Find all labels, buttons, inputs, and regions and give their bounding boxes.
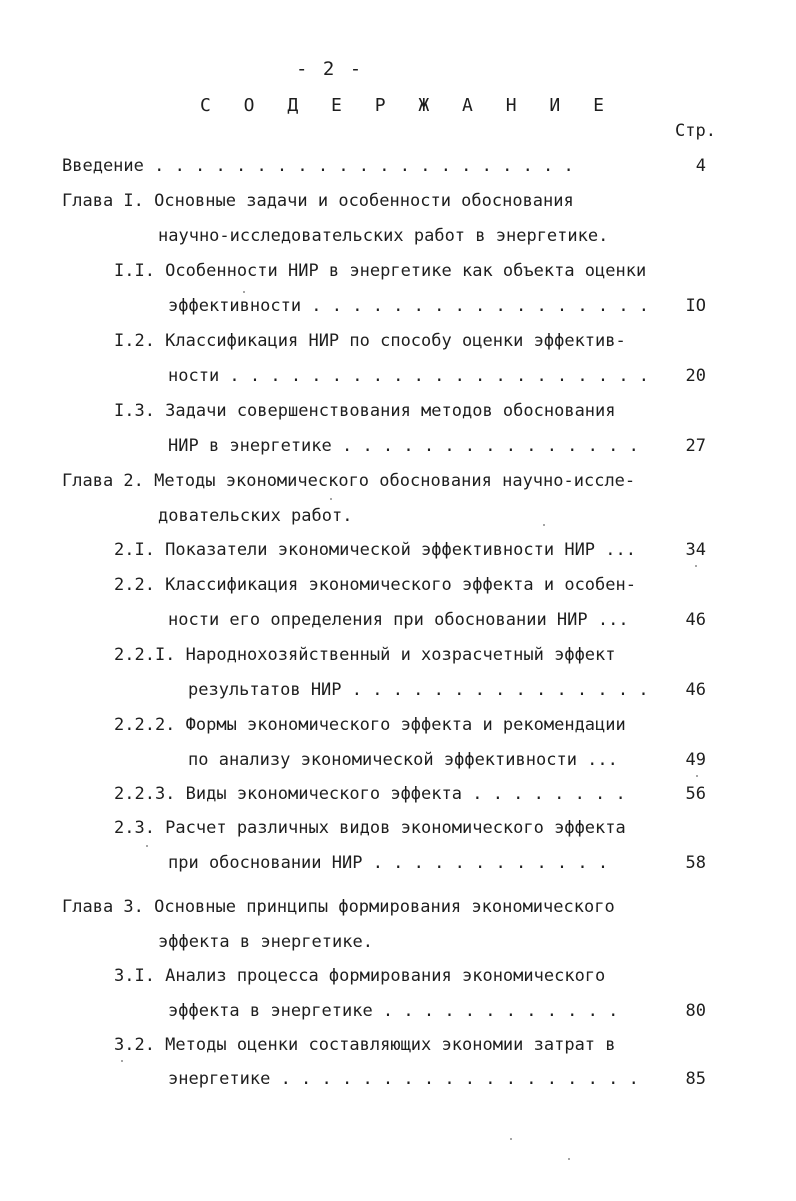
toc-entry-line: 2.2. Классификация экономического эффекта и особен- — [114, 575, 636, 595]
toc-entry-line: 3.I. Анализ процесса формирования экономического — [114, 966, 606, 986]
page-column-label: Стр. — [675, 121, 716, 141]
toc-page-number: 85 — [685, 1069, 706, 1089]
toc-page-number: 46 — [685, 610, 706, 630]
scan-speck — [330, 498, 332, 500]
toc-page-number: 46 — [685, 680, 706, 700]
page-number: - 2 - — [296, 58, 364, 80]
toc-entry-line: НИР в энергетике . . . . . . . . . . . . . . . — [168, 436, 639, 456]
toc-entry-line: I.2. Классификация НИР по способу оценки эффектив- — [114, 331, 626, 351]
toc-entry-line: результатов НИР . . . . . . . . . . . . . . . — [188, 680, 649, 700]
toc-entry-line: ности . . . . . . . . . . . . . . . . . . . . . — [168, 366, 650, 386]
toc-page-number: 27 — [685, 436, 706, 456]
scan-speck — [243, 291, 245, 293]
toc-entry-line: 2.2.3. Виды экономического эффекта . . . . . . . . — [114, 784, 626, 804]
scan-speck — [146, 845, 148, 847]
toc-entry-line: 2.2.2. Формы экономического эффекта и рекомендации — [114, 715, 626, 735]
toc-entry-line: 2.3. Расчет различных видов экономического эффекта — [114, 818, 626, 838]
toc-entry-line: энергетике . . . . . . . . . . . . . . . . . . — [168, 1069, 639, 1089]
toc-page-number: 4 — [695, 156, 706, 176]
toc-entry-line: Глава 2. Методы экономического обоснования научно-иссле- — [62, 471, 636, 491]
toc-page-number: 34 — [685, 540, 706, 560]
toc-entry-line: при обосновании НИР . . . . . . . . . . . . — [168, 853, 609, 873]
toc-entry-line: Глава 3. Основные принципы формирования экономического — [62, 897, 615, 917]
toc-entry-line: I.I. Особенности НИР в энергетике как объекта оценки — [114, 261, 647, 281]
toc-page-number: 56 — [685, 784, 706, 804]
toc-entry-line: ности его определения при обосновании НИР ... — [168, 610, 629, 630]
toc-entry-line: 2.I. Показатели экономической эффективности НИР ... — [114, 540, 636, 560]
scan-speck — [543, 524, 545, 526]
scan-speck — [568, 1158, 570, 1160]
toc-entry-line: эффективности . . . . . . . . . . . . . . . . . — [168, 296, 650, 316]
toc-entry-line: I.3. Задачи совершенствования методов обоснования — [114, 401, 616, 421]
toc-page-number: 58 — [685, 853, 706, 873]
toc-entry-line: по анализу экономической эффективности ... — [188, 750, 618, 770]
scan-speck — [510, 1138, 512, 1140]
toc-entry-line: довательских работ. — [158, 506, 353, 526]
scan-speck — [695, 565, 697, 567]
scan-speck — [696, 775, 698, 777]
toc-entry-line: Глава I. Основные задачи и особенности обоснования — [62, 191, 574, 211]
toc-entry-line: научно-исследовательских работ в энергетике. — [158, 226, 609, 246]
toc-page-number: IO — [685, 296, 706, 316]
toc-page-number: 80 — [685, 1001, 706, 1021]
toc-page-number: 20 — [685, 366, 706, 386]
toc-entry-line: 2.2.I. Народнохозяйственный и хозрасчетный эффект — [114, 645, 616, 665]
document-title: С О Д Е Р Ж А Н И Е — [200, 95, 615, 116]
toc-entry-line: эффекта в энергетике . . . . . . . . . . . . — [168, 1001, 619, 1021]
toc-page-number: 49 — [685, 750, 706, 770]
toc-entry-line: эффекта в энергетике. — [158, 932, 373, 952]
toc-entry-line: Введение . . . . . . . . . . . . . . . . . . . . . — [62, 156, 574, 176]
scan-speck — [121, 1060, 123, 1062]
toc-entry-line: 3.2. Методы оценки составляющих экономии затрат в — [114, 1035, 616, 1055]
